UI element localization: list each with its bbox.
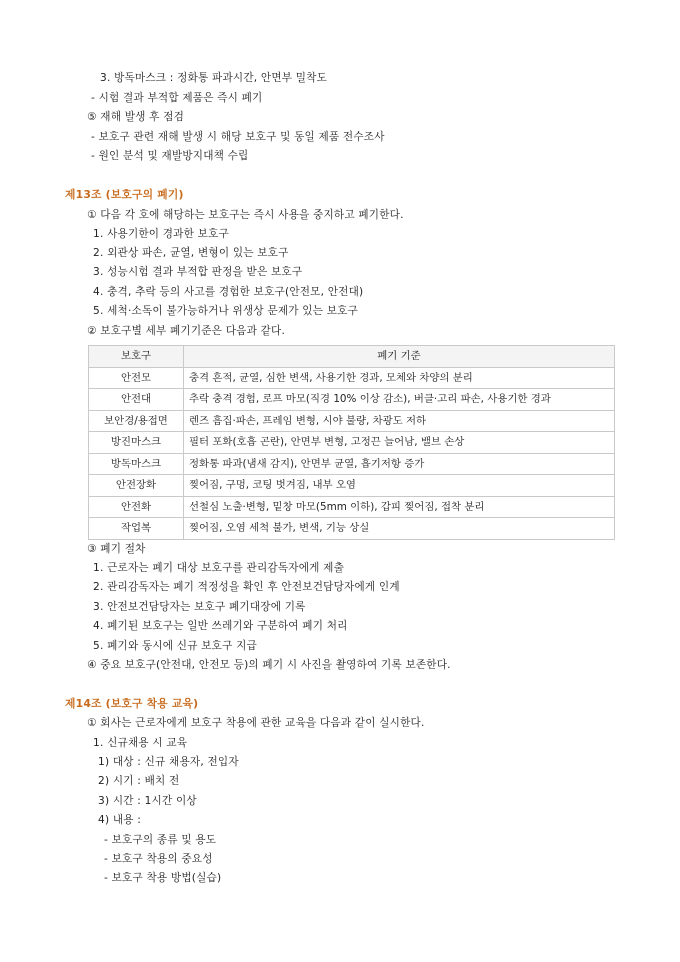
list-item: 2. 관리감독자는 폐기 적정성을 확인 후 안전보건담당자에게 인계 [93, 581, 400, 593]
paragraph: ① 회사는 근로자에게 보호구 착용에 관한 교육을 다음과 같이 실시한다. [87, 717, 425, 729]
table-row [89, 453, 615, 475]
table-cell: 추락 충격 경험, 로프 마모(직경 10% 이상 감소), 버클·고리 파손, 사용기한 경과 [184, 389, 615, 411]
table-cell: 작업복 [89, 518, 184, 540]
list-item: - 보호구 착용 방법(실습) [104, 872, 222, 884]
list-item: - 보호구 착용의 중요성 [104, 853, 213, 865]
paragraph: ② 보호구별 세부 폐기기준은 다음과 같다. [87, 325, 286, 337]
table-row [89, 367, 615, 389]
paragraph: ④ 중요 보호구(안전대, 안전모 등)의 폐기 시 사진을 촬영하여 기록 보존한다. [87, 659, 451, 671]
table-row [89, 432, 615, 454]
list-item: 3. 방독마스크 : 정화통 파과시간, 안면부 밀착도 [100, 72, 328, 84]
table-cell: 안전대 [89, 389, 184, 411]
table-cell: 필터 포화(호흡 곤란), 안면부 변형, 고정끈 늘어남, 밸브 손상 [184, 432, 615, 454]
list-item: 1) 대상 : 신규 채용자, 전입자 [98, 756, 239, 768]
list-item: 2) 시기 : 배치 전 [98, 775, 180, 787]
table-cell: 보안경/용접면 [89, 410, 184, 432]
column-header: 폐기 기준 [184, 346, 615, 368]
table-cell: 방진마스크 [89, 432, 184, 454]
list-item: 3. 안전보건담당자는 보호구 폐기대장에 기록 [93, 601, 306, 613]
list-item: - 보호구 관련 재해 발생 시 해당 보호구 및 동일 제품 전수조사 [91, 131, 385, 143]
list-item: 4) 내용 : [98, 814, 142, 826]
list-item: 5. 폐기와 동시에 신규 보호구 지급 [93, 640, 257, 652]
table-row [89, 496, 615, 518]
table-cell: 찢어짐, 오염 세척 불가, 변색, 기능 상실 [184, 518, 615, 540]
list-item: 4. 폐기된 보호구는 일반 쓰레기와 구분하여 폐기 처리 [93, 620, 348, 632]
list-item: 3) 시간 : 1시간 이상 [98, 795, 197, 807]
list-item: - 원인 분석 및 재발방지대책 수립 [91, 150, 249, 162]
table-row [89, 410, 615, 432]
table-cell: 렌즈 흠집·파손, 프레임 변형, 시야 불량, 차광도 저하 [184, 410, 615, 432]
list-item: ⑤ 재해 발생 후 점검 [87, 111, 185, 123]
table-cell: 안전화 [89, 496, 184, 518]
article-14-heading: 제14조 (보호구 착용 교육) [65, 697, 199, 710]
column-header: 보호구 [89, 346, 184, 368]
list-item: 1. 사용기한이 경과한 보호구 [93, 228, 229, 240]
list-item: 1. 근로자는 폐기 대상 보호구를 관리감독자에게 제출 [93, 562, 345, 574]
table-cell: 충격 흔적, 균열, 심한 변색, 사용기한 경과, 모체와 차양의 분리 [184, 367, 615, 389]
table-cell: 안전모 [89, 367, 184, 389]
list-item: - 시험 결과 부적합 제품은 즉시 폐기 [91, 92, 263, 104]
list-item: 1. 신규채용 시 교육 [93, 737, 188, 749]
list-item: 5. 세척·소독이 불가능하거나 위생상 문제가 있는 보호구 [93, 305, 359, 317]
list-item: 2. 외관상 파손, 균열, 변형이 있는 보호구 [93, 247, 289, 259]
table-cell: 안전장화 [89, 475, 184, 497]
table-cell: 정화통 파과(냄새 감지), 안면부 균열, 흡기저항 증가 [184, 453, 615, 475]
table-header-row [89, 346, 615, 368]
list-item: 4. 충격, 추락 등의 사고를 경험한 보호구(안전모, 안전대) [93, 286, 364, 298]
table-row [89, 475, 615, 497]
paragraph: ① 다음 각 호에 해당하는 보호구는 즉시 사용을 중지하고 폐기한다. [87, 209, 404, 221]
list-item: - 보호구의 종류 및 용도 [104, 834, 217, 846]
disposal-criteria-table [88, 345, 615, 540]
table-cell: 찢어짐, 구멍, 코팅 벗겨짐, 내부 오염 [184, 475, 615, 497]
table-row [89, 518, 615, 540]
table-cell: 선철심 노출·변형, 밑창 마모(5mm 이하), 갑피 찢어짐, 접착 분리 [184, 496, 615, 518]
table-cell: 방독마스크 [89, 453, 184, 475]
article-13-heading: 제13조 (보호구의 폐기) [65, 188, 184, 201]
list-item: 3. 성능시험 결과 부적합 판정을 받은 보호구 [93, 266, 303, 278]
table-row [89, 389, 615, 411]
paragraph: ③ 폐기 절차 [87, 543, 146, 555]
